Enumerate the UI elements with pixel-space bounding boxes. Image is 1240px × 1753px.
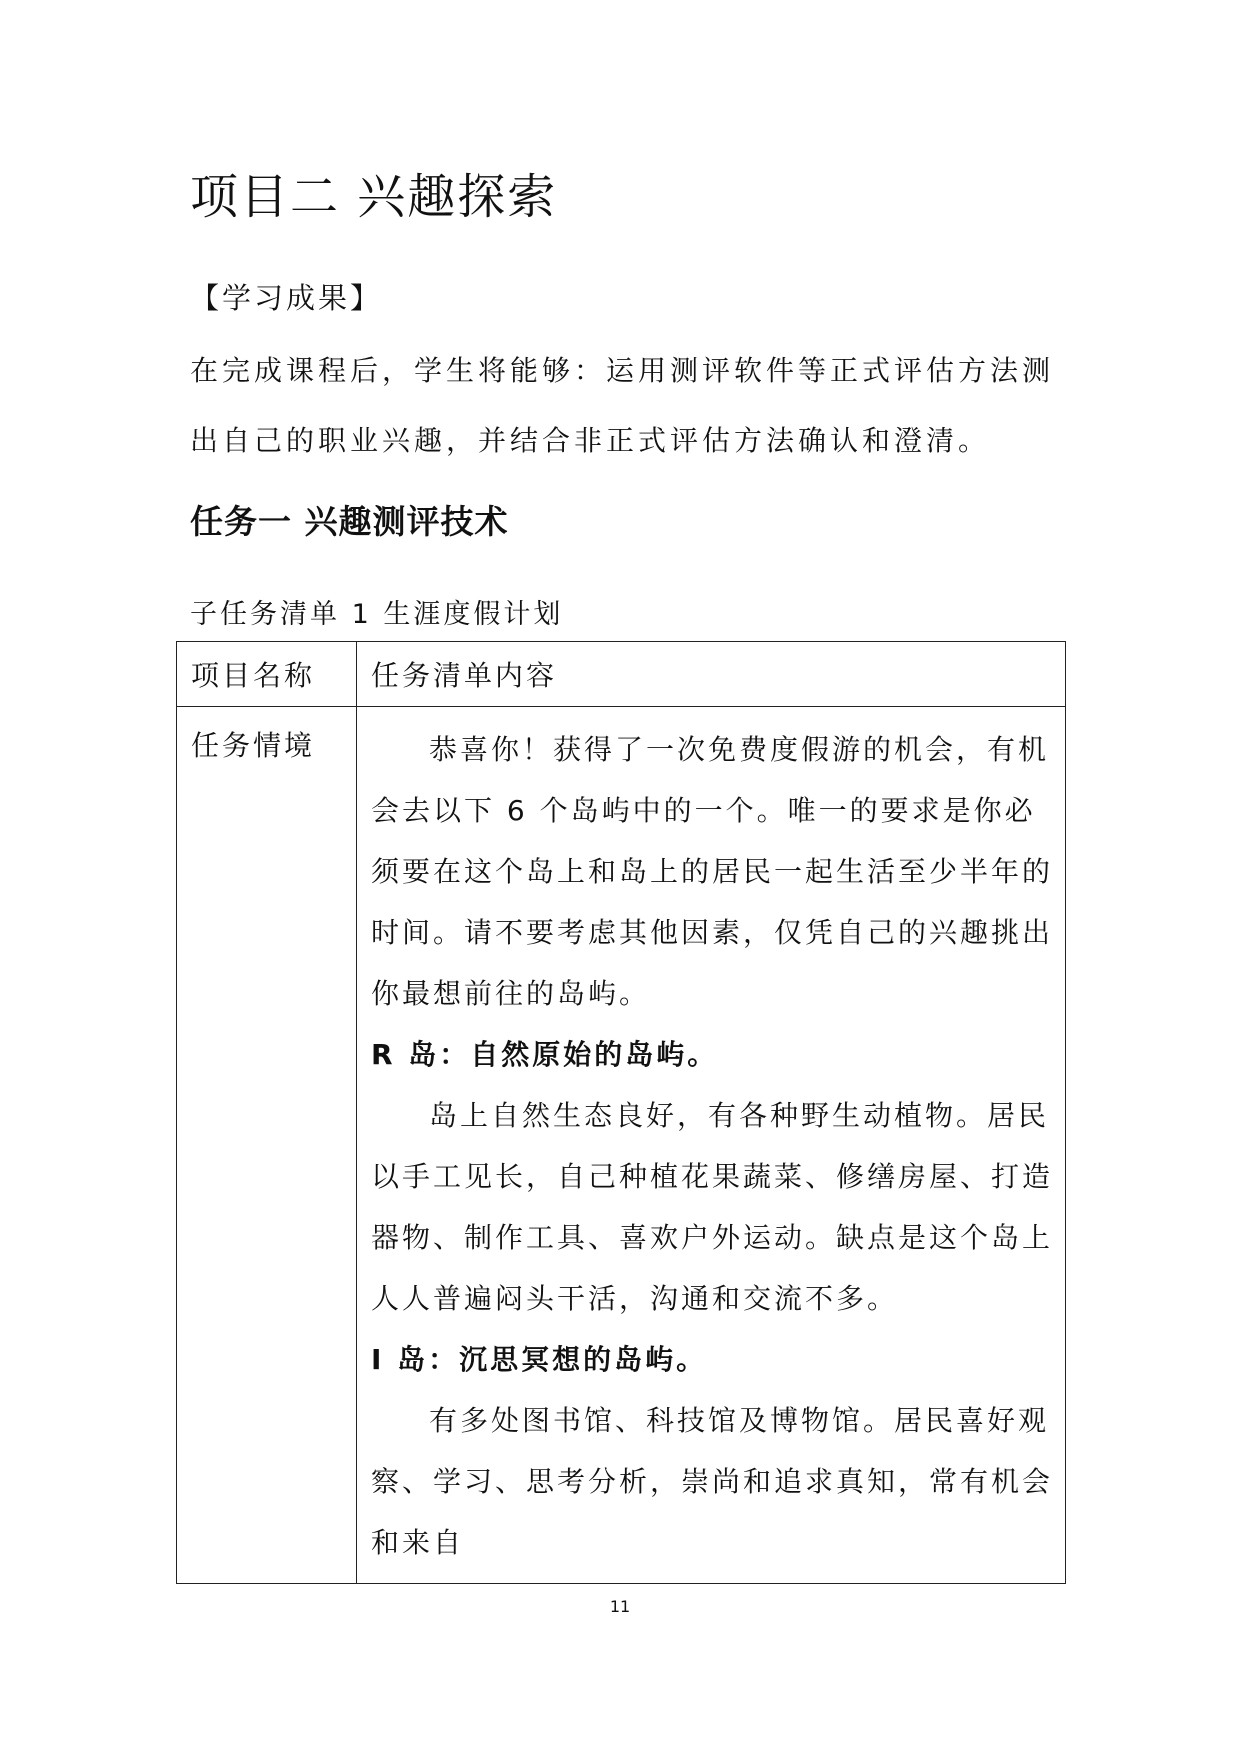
scenario-intro: 恭喜你！获得了一次免费度假游的机会，有机会去以下 6 个岛屿中的一个。唯一的要求是你必须要在这个岛上和岛上的居民一起生活至少半年的时间。请不要考虑其他因素，仅凭自己的兴趣挑出你最想前往的岛屿。 [371,733,1054,1010]
task-title: 任务一 兴趣测评技术 [190,502,509,541]
learning-outcome-text: 在完成课程后，学生将能够：运用测评软件等正式评估方法测出自己的职业兴趣，并结合非正式评估方法确认和澄清。 [190,354,1055,457]
island-r-heading: R 岛：自然原始的岛屿。 [371,1038,719,1071]
task-scenario-content [357,707,1066,1584]
island-r-description: 岛上自然生态良好，有各种野生动植物。居民以手工见长，自己种植花果蔬菜、修缮房屋、打造器物、制作工具、喜欢户外运动。缺点是这个岛上人人普遍闷头干活，沟通和交流不多。 [371,1099,1054,1315]
header-project-name: 项目名称 [177,642,357,707]
table-row [177,707,1066,1584]
island-i-description: 有多处图书馆、科技馆及博物馆。居民喜好观察、学习、思考分析，崇尚和追求真知，常有机会和来自 [371,1404,1054,1559]
header-task-content: 任务清单内容 [357,642,1066,707]
island-i-heading: I 岛：沉思冥想的岛屿。 [371,1343,708,1376]
project-title: 项目二 兴趣探索 [190,169,558,225]
subtask-caption: 子任务清单 1 生涯度假计划 [190,599,564,630]
page-number: 11 [609,1597,631,1616]
table-header-row [177,642,1066,707]
row-label-task-scenario: 任务情境 [177,707,357,1584]
learning-outcome-heading: 【学习成果】 [190,281,383,315]
task-list-table [176,641,1066,1584]
